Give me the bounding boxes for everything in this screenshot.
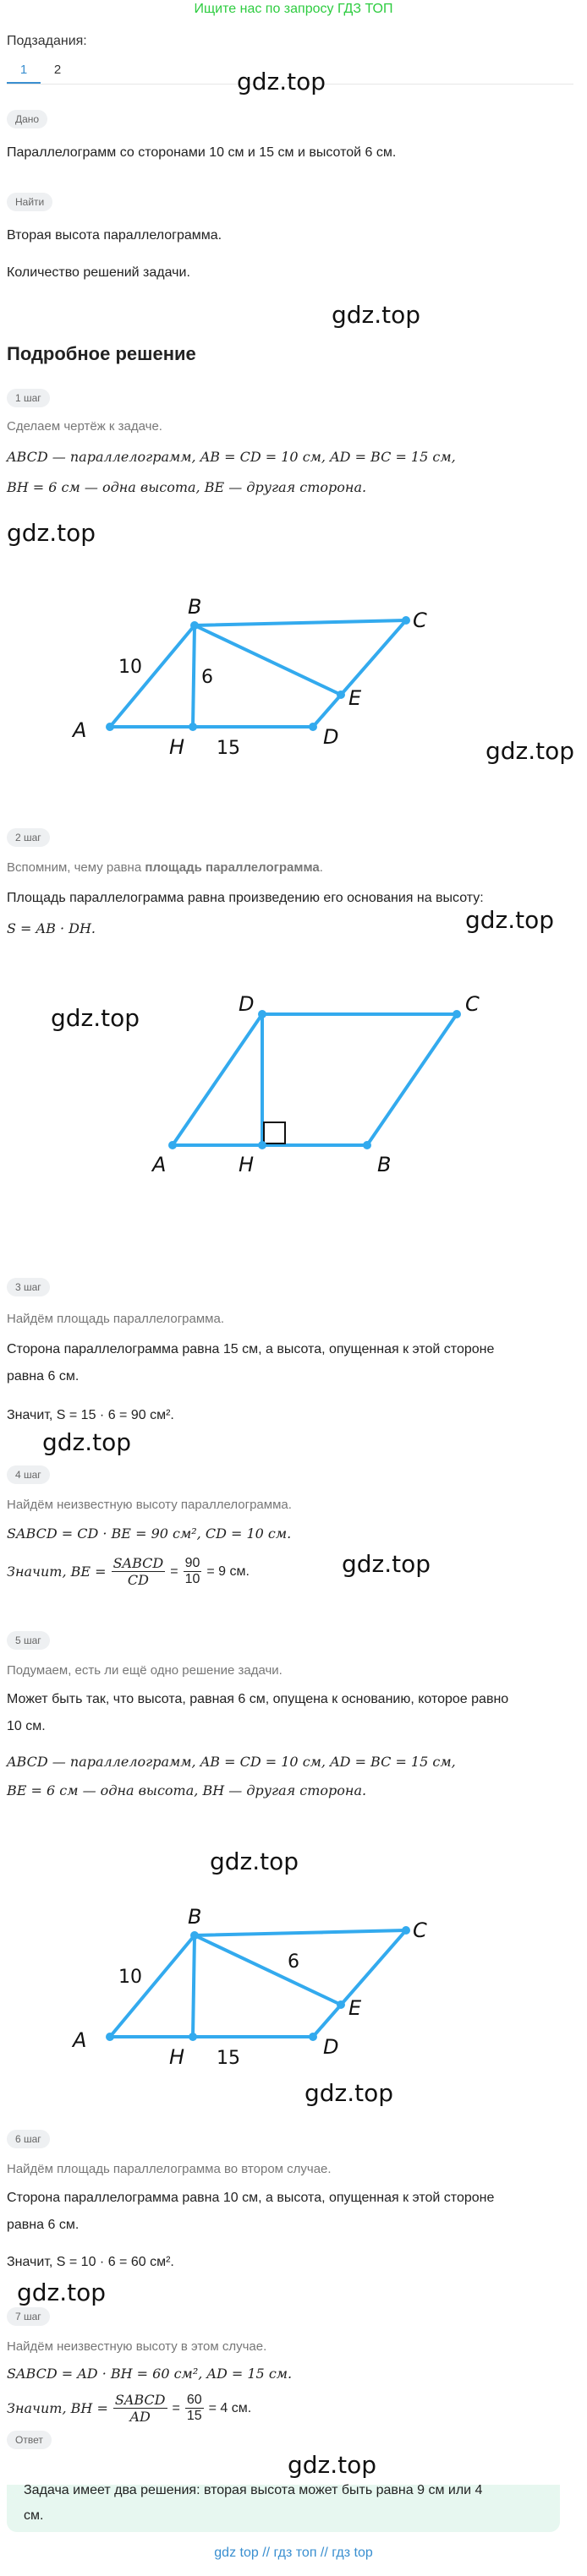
- label-bh-length: 6: [201, 667, 213, 688]
- point-e: [337, 2000, 345, 2009]
- segment-bh: [193, 1935, 195, 2037]
- point-c: [402, 1926, 410, 1935]
- label-c: C: [413, 609, 427, 632]
- step-6-line-2: равна 6 см.: [7, 2218, 80, 2232]
- label-b: B: [188, 595, 202, 619]
- tab-1[interactable]: 1: [7, 63, 41, 85]
- step-7-line-1: SABCD = AD · BH = 60 см², AD = 15 см.: [7, 2366, 293, 2382]
- step-6-pill: 6 шаг: [7, 2130, 50, 2148]
- answer-pill: Ответ: [7, 2431, 52, 2449]
- label-e: E: [348, 1996, 362, 2020]
- step-4-pill: 4 шаг: [7, 1465, 50, 1484]
- step-6-note: Найдём площадь параллелограмма во втором случае.: [7, 2162, 332, 2176]
- step-5-line-3: ABCD — параллелограмм, AB = CD = 10 см, AD = BC = 15 см,: [7, 1754, 456, 1770]
- label-hd-length: 15: [217, 2048, 240, 2069]
- footer-links[interactable]: gdz top // гдз топ // гдз top: [214, 2546, 373, 2560]
- watermark: gdz.top: [288, 2451, 377, 2479]
- fraction-sabcd-ad: SABCD AD: [114, 2392, 166, 2425]
- step-3-pill: 3 шаг: [7, 1278, 50, 1296]
- step-5-line-2: 10 см.: [7, 1719, 46, 1733]
- watermark: gdz.top: [486, 737, 575, 765]
- height-be: [195, 1935, 341, 2005]
- label-b: B: [377, 1153, 392, 1175]
- watermark: gdz.top: [304, 2079, 394, 2107]
- step-7-note: Найдём неизвестную высоту в этом случае.: [7, 2339, 267, 2354]
- label-c: C: [465, 992, 480, 1016]
- point-d: [309, 723, 317, 731]
- point-c: [453, 1010, 461, 1018]
- watermark: gdz.top: [17, 2279, 107, 2306]
- label-d: D: [323, 2035, 339, 2059]
- point-b: [363, 1141, 371, 1149]
- step-6-line-3: Значит, S = 10 · 6 = 60 см².: [7, 2255, 174, 2269]
- label-d: D: [239, 992, 255, 1016]
- parallelogram-abcd: [110, 620, 406, 727]
- step-5-line-1: Может быть так, что высота, равная 6 см, опущена к основанию, которое равно: [7, 1692, 509, 1706]
- label-c: C: [413, 1918, 427, 1942]
- point-d: [309, 2033, 317, 2041]
- watermark: gdz.top: [51, 1004, 140, 1032]
- label-a: A: [73, 718, 87, 742]
- step-4-line-1: SABCD = CD · BE = 90 см², CD = 10 см.: [7, 1525, 292, 1542]
- point-d: [258, 1010, 266, 1018]
- step-3-line-3: Значит, S = 15 · 6 = 90 см².: [7, 1408, 174, 1422]
- subtasks-label: Подзадания:: [7, 34, 87, 48]
- point-h: [189, 2033, 197, 2041]
- point-a: [106, 2033, 114, 2041]
- fraction-sabcd-cd: SABCD CD: [112, 1555, 164, 1588]
- step-4-line-2: Значит, BE = SABCD CD = $\frac{90}{10}$ = 9 см.: [7, 1555, 250, 1588]
- watermark: gdz.top: [237, 68, 326, 96]
- step-2-note: Вспомним, чему равна площадь параллелограмма.: [7, 860, 323, 875]
- figure-3: [51, 1893, 448, 2079]
- step-5-pill: 5 шаг: [7, 1631, 50, 1650]
- given-pill: Дано: [7, 110, 47, 128]
- step-3-line-1: Сторона параллелограмма равна 15 см, а высота, опущенная к этой стороне: [7, 1342, 495, 1356]
- watermark: gdz.top: [42, 1428, 132, 1456]
- label-e: E: [348, 686, 362, 710]
- point-e: [337, 690, 345, 699]
- label-b: B: [188, 1905, 202, 1929]
- parallelogram-abcd: [110, 1930, 406, 2037]
- watermark: gdz.top: [332, 301, 421, 329]
- step-6-line-1: Сторона параллелограмма равна 10 см, а высота, опущенная к этой стороне: [7, 2191, 495, 2205]
- watermark: gdz.top: [210, 1847, 299, 1875]
- point-h: [258, 1141, 266, 1149]
- step-3-line-2: равна 6 см.: [7, 1369, 80, 1384]
- point-a: [106, 723, 114, 731]
- step-2-pill: 2 шаг: [7, 828, 50, 847]
- segment-be: [195, 625, 341, 695]
- answer-text: [24, 2478, 548, 2529]
- label-h: H: [169, 735, 185, 759]
- fraction-90-10: $\frac{90}{10}$: [184, 1556, 200, 1586]
- step-5-note: Подумаем, есть ли ещё одно решение задачи.: [7, 1663, 283, 1678]
- step-2-formula: S = AB · DH.: [7, 920, 96, 936]
- step-1-pill: 1 шаг: [7, 389, 50, 407]
- step-7-line-2: Значит, BH = SABCD AD = $\frac{60}{15}$ = 4 см.: [7, 2392, 258, 2425]
- point-b: [190, 1931, 199, 1940]
- tab-2[interactable]: 2: [53, 63, 62, 77]
- subtask-tabs: [7, 63, 74, 85]
- label-h: H: [239, 1153, 255, 1175]
- step-1-line-1: ABCD — параллелограмм, AB = CD = 10 см, AD = BC = 15 см,: [7, 449, 456, 465]
- label-ab-length: 10: [118, 657, 142, 678]
- watermark: gdz.top: [7, 519, 96, 547]
- point-a: [168, 1141, 177, 1149]
- answer-line-1: Задача имеет два решения: вторая высота может быть равна 9 см или 4: [24, 2483, 483, 2497]
- point-h: [189, 723, 197, 731]
- solution-title: Подробное решение: [7, 343, 196, 364]
- figure-1: [51, 583, 448, 769]
- step-2-line-1: Площадь параллелограмма равна произведению его основания на высоту:: [7, 891, 484, 905]
- label-h: H: [169, 2045, 185, 2069]
- step-5-line-4: BE = 6 см — одна высота, BH — другая сторона.: [7, 1782, 367, 1798]
- label-d: D: [323, 725, 339, 749]
- label-be-length: 6: [288, 1951, 299, 1973]
- label-hd-length: 15: [217, 738, 240, 759]
- find-line-2: Количество решений задачи.: [7, 265, 190, 280]
- label-a: A: [152, 1153, 167, 1175]
- step-1-line-2: BH = 6 см — одна высота, BE — другая сторона.: [7, 479, 367, 495]
- fraction-60-15: $\frac{60}{15}$: [186, 2393, 202, 2423]
- point-c: [402, 616, 410, 625]
- find-pill: Найти: [7, 193, 52, 211]
- find-line-1: Вторая высота параллелограмма.: [7, 228, 222, 243]
- height-bh: [193, 625, 195, 727]
- point-b: [190, 621, 199, 630]
- step-4-note: Найдём неизвестную высоту параллелограмма.: [7, 1498, 292, 1512]
- label-a: A: [73, 2028, 87, 2052]
- step-3-note: Найдём площадь параллелограмма.: [7, 1312, 224, 1326]
- watermark: gdz.top: [342, 1550, 431, 1578]
- step-7-pill: 7 шаг: [7, 2307, 50, 2326]
- top-search-link[interactable]: Ищите нас по запросу ГДЗ ТОП: [194, 2, 393, 16]
- parallelogram-abcd: [173, 1014, 457, 1145]
- step-1-note: Сделаем чертёж к задаче.: [7, 419, 162, 434]
- given-text: Параллелограмм со сторонами 10 см и 15 см и высотой 6 см.: [7, 145, 397, 160]
- label-ab-length: 10: [118, 1967, 142, 1988]
- answer-line-2: см.: [24, 2508, 44, 2523]
- figure-2: [144, 980, 499, 1175]
- watermark: gdz.top: [465, 906, 555, 934]
- right-angle-mark: [264, 1122, 285, 1143]
